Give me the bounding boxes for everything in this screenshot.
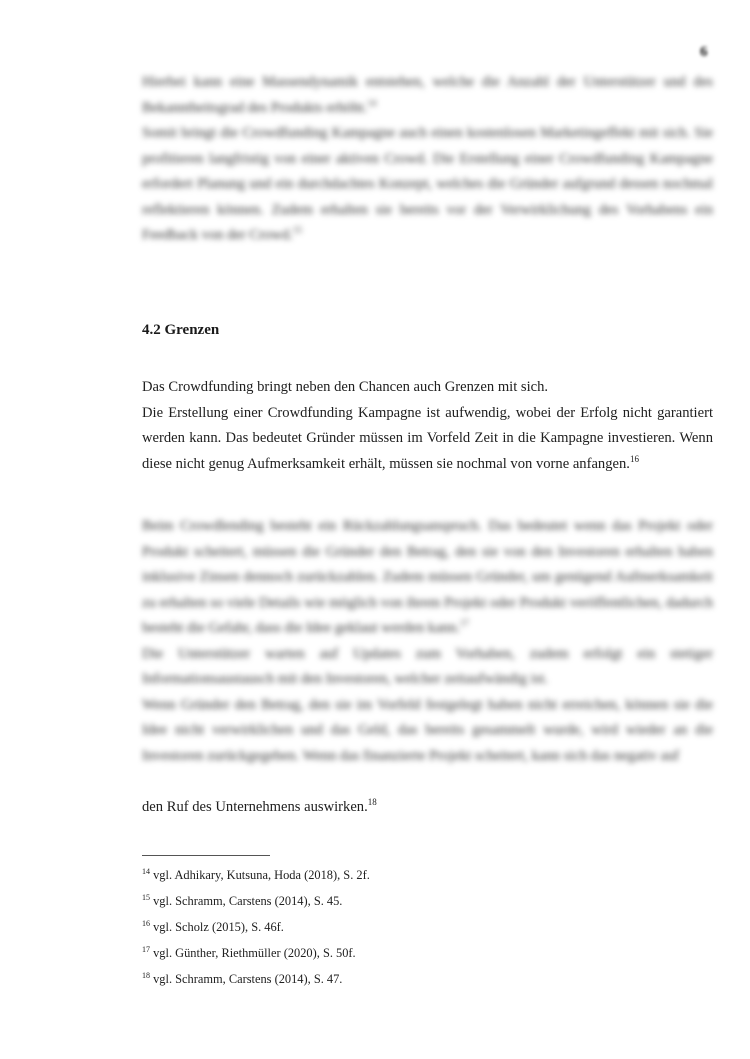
paragraph-intro: Das Crowdfunding bringt neben den Chancen auch Grenzen mit sich.	[142, 379, 549, 395]
blurred-paragraphs-bottom	[142, 514, 713, 769]
paragraph-effort: Die Erstellung einer Crowdfunding Kampagne ist aufwendig, wobei der Erfolg nicht garantiert werden kann. Das bedeutet Gründer müssen im Vorfeld Zeit in die Kampagne investieren. Wenn diese nicht genug Aufmerksamkeit erhält, müssen sie nochmal von vorne anfangen.$^{16}$	[142, 404, 713, 472]
blurred-paragraph: Beim Crowdlending besteht ein Rückzahlungsanspruch. Das bedeutet wenn das Projekt oder Produkt scheitert, müssen die Gründer den Betrag, den sie von den Investoren erhalten haben inklusive Zinsen dennoch zurückzahlen. Zudem müssen Gründer, um genügend Aufmerksamkeit zu erhalten so viele Details wie möglich von ihrem Projekt oder Produkt veröffentlichen, dadurch besteht die Gefahr, dass die Idee geklaut werden kann.$^{17}$	[142, 518, 713, 636]
clear-paragraphs	[142, 375, 713, 477]
footnote: $^{15}$ vgl. Schramm, Carstens (2014), S. 45.	[142, 892, 343, 908]
footnote-ref: 15	[292, 225, 302, 236]
page-number: 6	[700, 44, 708, 60]
footnote: $^{14}$ vgl. Adhikary, Kutsuna, Hoda (2018), S. 2f.	[142, 866, 370, 882]
footnote-ref: 18	[367, 797, 377, 808]
footnote-ref: 14	[367, 97, 377, 108]
footnote: $^{16}$ vgl. Scholz (2015), S. 46f.	[142, 918, 284, 934]
footnote: $^{18}$ vgl. Schramm, Carstens (2014), S. 47.	[142, 970, 343, 986]
blurred-paragraph: Die Unterstützer warten auf Updates zum Vorhaben, zudem erfolgt ein stetiger Informationsaustausch mit den Investoren, welcher zeitaufwändig ist.	[142, 645, 713, 687]
blurred-paragraph: Wenn Gründer den Betrag, den sie im Vorfeld festgelegt haben nicht erreichen, können sie die Idee nicht verwirklichen und das Geld, das bereits gesammelt wurde, wird wieder an die Investoren zurückgegeben. Wenn das finanzierte Projekt scheitert, kann sich das negativ auf	[142, 696, 713, 764]
footnote: $^{17}$ vgl. Günther, Riethmüller (2020), S. 50f.	[142, 944, 356, 960]
blurred-paragraph: Somit bringt die Crowdfunding Kampagne auch einen kostenlosen Marketingeffekt mit sich. Sie profitieren langfristig von einer aktiven Crowd. Die Erstellung einer Crowdfunding Kampagne erfordert Planung und ein durchdachtes Konzept, welches die Gründer aufgrund dessen nochmal reflektieren können. Zudem erhalten sie bereits vor der Verwirklichung des Vorhabens ein Feedback von der Crowd.$^{15}$	[142, 125, 713, 243]
footnote-ref: 16	[629, 453, 639, 464]
blurred-paragraphs-top	[142, 70, 713, 249]
section-heading: 4.2 Grenzen	[142, 322, 220, 338]
paragraph-last-line: den Ruf des Unternehmens auswirken.$^{18}$	[142, 797, 377, 815]
blurred-paragraph: Hierbei kann eine Massendynamik entstehen, welche die Anzahl der Unterstützer und des Bekanntheitsgrad des Produkts erhöht.$^{14}$	[142, 74, 713, 116]
footnotes	[142, 862, 370, 992]
footnote-ref: 17	[459, 618, 469, 629]
footnote-divider	[142, 855, 270, 856]
